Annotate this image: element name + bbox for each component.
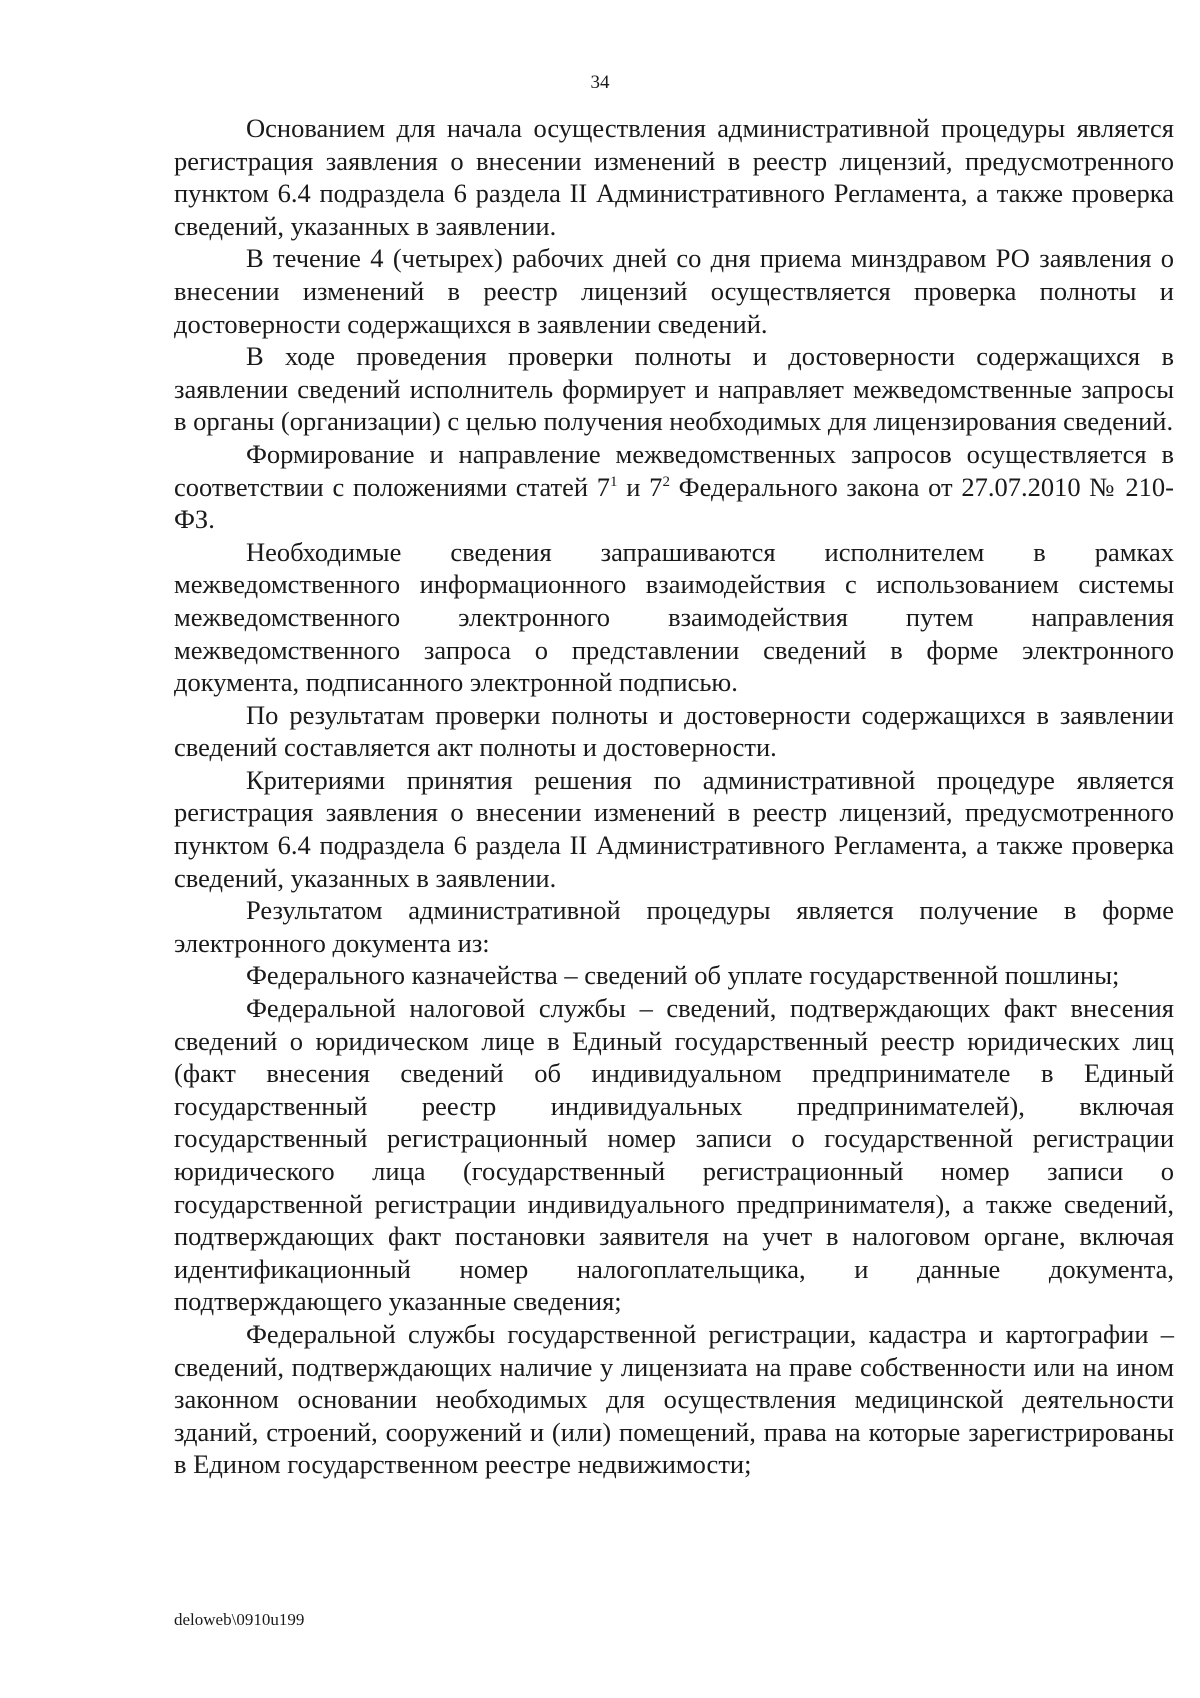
paragraph-check-requests: В ходе проведения проверки полноты и достоверности содержащихся в заявлении сведений исполнитель формирует и направляет межведомственные запросы в органы (организации) с целью получения необходимых для лицензирования сведений.	[174, 341, 1174, 437]
footer-document-code: deloweb\0910u199	[174, 1610, 305, 1629]
superscript-article-1: 1	[610, 473, 618, 490]
paragraph-treasury: Федерального казначейства – сведений об уплате государственной пошлины;	[246, 960, 1120, 991]
paragraph-basis: Основанием для начала осуществления административной процедуры является регистрация заявления о внесении изменений в реестр лицензий, предусмотренного пунктом 6.4 подраздела 6 раздела II Административного Регламента, а также проверка сведений, указанных в заявлении.	[174, 113, 1174, 241]
paragraph-check-results: По результатам проверки полноты и достоверности содержащихся в заявлении сведений составляется акт полноты и достоверности.	[174, 699, 1174, 763]
paragraph-tax-service: Федеральной налоговой службы – сведений, подтверждающих факт внесения сведений о юридическом лице в Единый государственный реестр юридических лиц (факт внесения сведений об индивидуальном предпринимателе в Единый государственный реестр индивидуальных предпринимателей), включая государственный регистрационный номер записи о государственной регистрации юридического лица (государственный регистрационный номер записи о государственной регистрации индивидуального предпринимателя), а также сведений, подтверждающих факт постановки заявителя на учет в налоговом органе, включая идентификационный номер налогоплательщика, и данные документа, подтверждающего указанные сведения;	[174, 993, 1174, 1317]
forming-requests-text-before: Формирование и направление межведомственных запросов осуществляется в соответствии с положениями статей 7	[174, 438, 1174, 502]
forming-requests-text-mid: и 7	[617, 471, 663, 502]
paragraph-forming-requests	[174, 438, 1174, 536]
paragraph-term: В течение 4 (четырех) рабочих дней со дня приема минздравом РО заявления о внесении изменений в реестр лицензий осуществляется проверка полноты и достоверности содержащихся в заявлении сведений.	[174, 243, 1174, 339]
paragraph-result: Результатом административной процедуры является получение в форме электронного документа из:	[174, 895, 1174, 958]
page-number: 34	[590, 72, 610, 93]
paragraph-necessary-info: Необходимые сведения запрашиваются исполнителем в рамках межведомственного информационного взаимодействия с использованием системы межведомственного электронного взаимодействия путем направления межведомственного запроса о представлении сведений в форме электронного документа, подписанного электронной подписью.	[174, 536, 1174, 698]
paragraph-criteria: Критериями принятия решения по административной процедуре является регистрация заявления о внесении изменений в реестр лицензий, предусмотренного пунктом 6.4 подраздела 6 раздела II Административного Регламента, а также проверка сведений, указанных в заявлении.	[174, 764, 1174, 893]
forming-requests-text-after: Федерального закона от 27.07.2010 № 210-ФЗ.	[174, 471, 1174, 535]
superscript-article-2: 2	[662, 473, 670, 490]
paragraph-registration-service: Федеральной службы государственной регистрации, кадастра и картографии – сведений, подтверждающих наличие у лицензиата на праве собственности или на ином законном основании необходимых для осуществления медицинской деятельности зданий, строений, сооружений и (или) помещений, права на которые зарегистрированы в Едином государственном реестре недвижимости;	[174, 1318, 1174, 1480]
document-body	[174, 112, 1174, 1481]
